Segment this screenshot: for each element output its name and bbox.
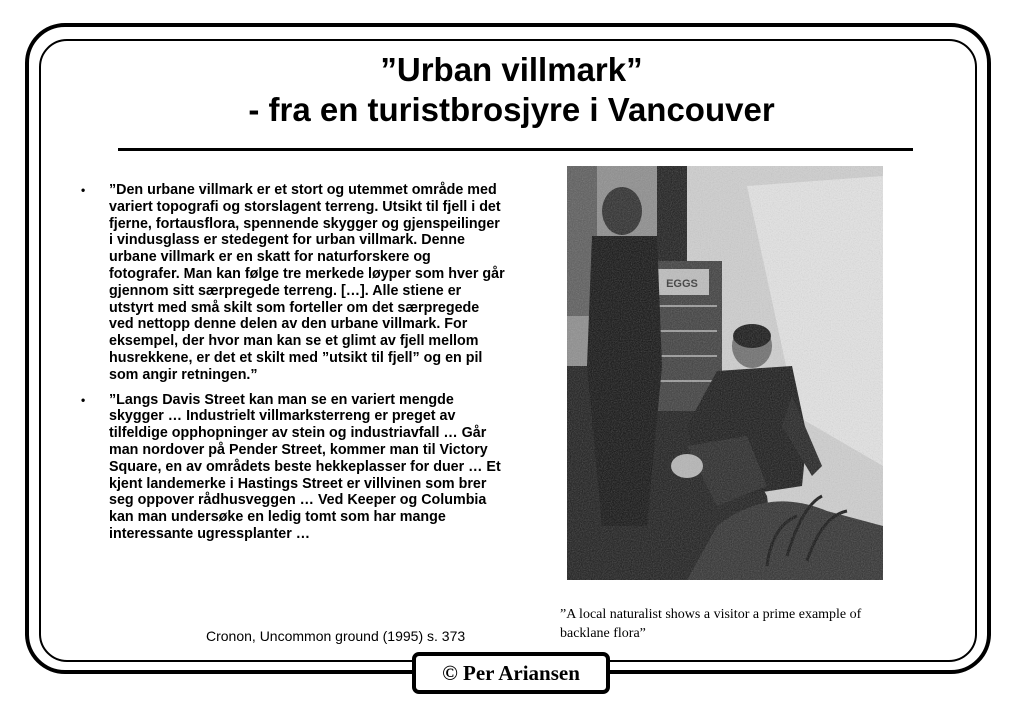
photo-caption: ”A local naturalist shows a visitor a prime example of backlane flora”	[560, 607, 862, 641]
quote-item	[75, 392, 505, 543]
naturalist-photo	[567, 166, 883, 580]
quote-text: ”Den urbane villmark er et stort og utemmet område med variert topografi og storslagent terreng. Utsikt til fjell i det fjerne, fortausflora, spennende skygger og gjenspeilinger i vindusglass er stedegent for urban villmark. Denne urbane villmark er en skatt for naturforskere og fotografer. Man kan følge tre merkede løyper som hver går gjennom sitt særpregede terreng. […]. Alle stiene er utstyrt med små skilt som forteller om det særpregede ved nettopp denne delen av den urbane villmark. For eksempel, der hvor man kan se et glimt av fjell mellom husrekkene, er det et skilt med ”utsikt til fjell” og en pil som angir retningen.”	[109, 182, 505, 383]
slide-title	[0, 50, 1023, 130]
title-line-1: ”Urban villmark”	[380, 51, 643, 88]
quote-item	[75, 182, 505, 384]
source-citation: Cronon, Uncommon ground (1995) s. 373	[206, 628, 466, 644]
quote-list	[75, 182, 505, 551]
title-line-2: - fra en turistbrosjyre i Vancouver	[248, 91, 775, 128]
quote-text: ”Langs Davis Street kan man se en variert mengde skygger … Industrielt villmarksterreng er preget av tilfeldige opphopninger av stein og industriavfall … Går man nordover på Pender Street, kommer man til Victory Square, en av områdets beste hekkeplasser for duer … Et kjent landemerke i Hastings Street er villvinen som brer seg oppover rådhusveggen … Ved Keeper og Columbia kan man undersøke en ledig tomt som har mange interessante ugressplanter …	[109, 391, 501, 542]
title-divider	[118, 148, 913, 151]
copyright-badge: © Per Ariansen	[412, 652, 610, 694]
bullet-marker: •	[81, 392, 86, 407]
bullet-marker: •	[81, 183, 86, 197]
